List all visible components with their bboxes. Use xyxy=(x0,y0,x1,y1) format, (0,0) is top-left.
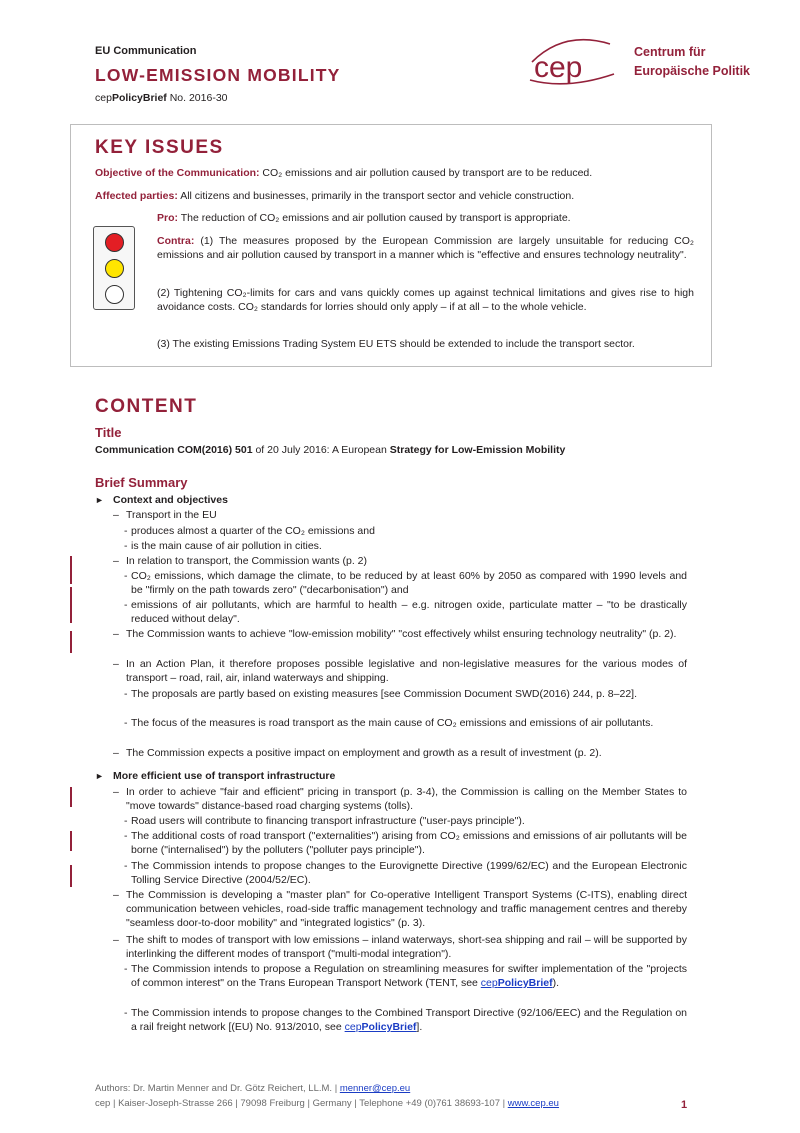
content-heading: CONTENT xyxy=(95,396,198,417)
email-link[interactable]: menner@cep.eu xyxy=(339,1083,411,1094)
yellow-light xyxy=(105,259,124,278)
change-marker xyxy=(70,631,72,653)
document-title: LOW-EMISSION MOBILITY xyxy=(95,65,341,85)
cep-logo xyxy=(522,32,762,92)
key-issues-heading: KEY ISSUES xyxy=(95,137,224,158)
title-text: Communication COM(2016) 501 of 20 July 2016: A European Strategy for Low-Emission Mobility xyxy=(95,444,566,456)
website-link[interactable]: www.cep.eu xyxy=(507,1098,559,1109)
red-light xyxy=(105,233,124,252)
brief-summary-label: Brief Summary xyxy=(95,475,188,490)
document-type: EU Communication xyxy=(95,45,197,57)
brief-number: cepPolicyBrief No. 2016-30 xyxy=(95,92,228,104)
section-context-objectives: ► Context and objectives xyxy=(95,494,228,506)
page-number: 1 xyxy=(681,1099,688,1111)
footer-address: cep | Kaiser-Joseph-Strasse 266 | 79098 Freiburg | Germany | Telephone +49 (0)761 38693-107 | www.cep.eu xyxy=(95,1098,559,1109)
policy-brief-link[interactable]: cepPolicyBrief xyxy=(344,1020,417,1033)
change-marker xyxy=(70,556,72,584)
footer-authors: Authors: Dr. Martin Menner and Dr. Götz Reichert, LL.M. | menner@cep.eu xyxy=(95,1083,411,1094)
title-label: Title xyxy=(95,425,122,440)
white-light xyxy=(105,285,124,304)
affected-parties-line: Affected parties: All citizens and businesses, primarily in the transport sector and vehicle construction. xyxy=(95,190,575,202)
contra-paragraph-1: Contra: (1) The measures proposed by the European Commission are largely unsuitable for reducing CO₂ emissions and air pollution caused by transport in a manner which is "effective and ensures technology neutrality". xyxy=(157,235,694,261)
change-marker xyxy=(70,831,72,851)
objective-line: Objective of the Communication: CO₂ emissions and air pollution caused by transport are to be reduced. xyxy=(95,167,593,179)
section-transport-infrastructure: ► More efficient use of transport infrastructure xyxy=(95,770,336,782)
policy-brief-link[interactable]: cepPolicyBrief xyxy=(480,976,553,989)
logo-mark-text: cep xyxy=(534,51,583,84)
contra-paragraph-3: (3) The existing Emissions Trading System EU ETS should be extended to include the transport sector. xyxy=(157,338,635,350)
change-marker xyxy=(70,587,72,623)
contra-paragraph-2: (2) Tightening CO₂-limits for cars and vans quickly comes up against technical limitations and gives rise to high avoidance costs. CO₂ standards for lorries should only apply – if at all – to the whole vehicle. xyxy=(157,287,694,313)
pro-paragraph: Pro: The reduction of CO₂ emissions and air pollution caused by transport is appropriate. xyxy=(157,212,571,224)
change-marker xyxy=(70,787,72,807)
cep-logo-mark-icon xyxy=(522,32,622,92)
logo-wordmark: Centrum für Europäische Politik xyxy=(634,45,751,78)
traffic-light-icon xyxy=(93,226,135,310)
change-marker xyxy=(70,865,72,887)
